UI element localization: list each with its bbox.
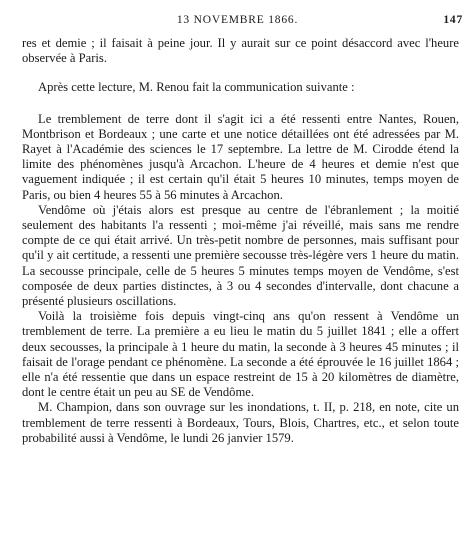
paragraph-previous-earthquakes: Voilà la troisième fois depuis vingt-cinq ans qu'on ressent à Vendôme un tremblement de terre. La première a eu lieu le matin du 5 juillet 1841 ; elle a offert deux secousses, la principale à 1 heure du matin, la seconde à 3 heures 45 minutes ; il faisait de l'orage pendant ce phénomène. La seconde a été éprouvée le 16 juillet 1864 ; elle n'a été ressentie que dans un espace restreint de 15 à 20 kilomètres de diamètre, dont le centre était un peu au SE de Vendôme.	[22, 309, 459, 400]
body-text	[22, 36, 459, 446]
page-number: 147	[443, 14, 463, 26]
running-header	[0, 14, 475, 30]
header-date: 13 NOVEMBRE 1866.	[176, 14, 299, 26]
paragraph-continued: res et demie ; il faisait à peine jour. Il y aurait sur ce point désaccord avec l'heure observée à Paris.	[22, 36, 459, 66]
paragraph-champion-reference: M. Champion, dans son ouvrage sur les inondations, t. II, p. 218, en note, cite un tremblement de terre ressenti à Bordeaux, Tours, Blois, Chartres, etc., et selon toute probabilité aussi à Vendôme, le lundi 26 janvier 1579.	[22, 400, 459, 445]
paragraph-earthquake-extent: Le tremblement de terre dont il s'agit ici a été ressenti entre Nantes, Rouen, Montbrison et Bordeaux ; une carte et une notice détaillées ont été adressées par M. Rayet à l'Académie des sciences le 17 septembre. La lettre de M. Cirodde étend la limite des phénomènes jusqu'à Arcachon. L'heure de 4 heures et demie n'est que vaguement indiquée ; il est certain qu'il était 5 heures 10 minutes, temps moyen de Paris, ou bien 4 heures 55 à 56 minutes à Arcachon.	[22, 111, 459, 202]
paragraph-vendome-observation: Vendôme où j'étais alors est presque au centre de l'ébranlement ; la moitié seulement des habitants l'a ressenti ; moi-même j'ai réveillé, mais sans me rendre compte de ce qui était arrivé. Un très-petit nombre de personnes, mais suffisant pour qu'il y ait certitude, a ressenti une première secousse très-légère vers 1 heure du matin. La secousse principale, celle de 5 heures 5 minutes temps moyen de Vendôme, s'est composée de deux parties distinctes, à 3 ou 4 secondes d'intervalle, dont chacune a présenté plusieurs oscillations.	[22, 202, 459, 309]
paragraph-intro: Après cette lecture, M. Renou fait la communication suivante :	[38, 80, 355, 95]
